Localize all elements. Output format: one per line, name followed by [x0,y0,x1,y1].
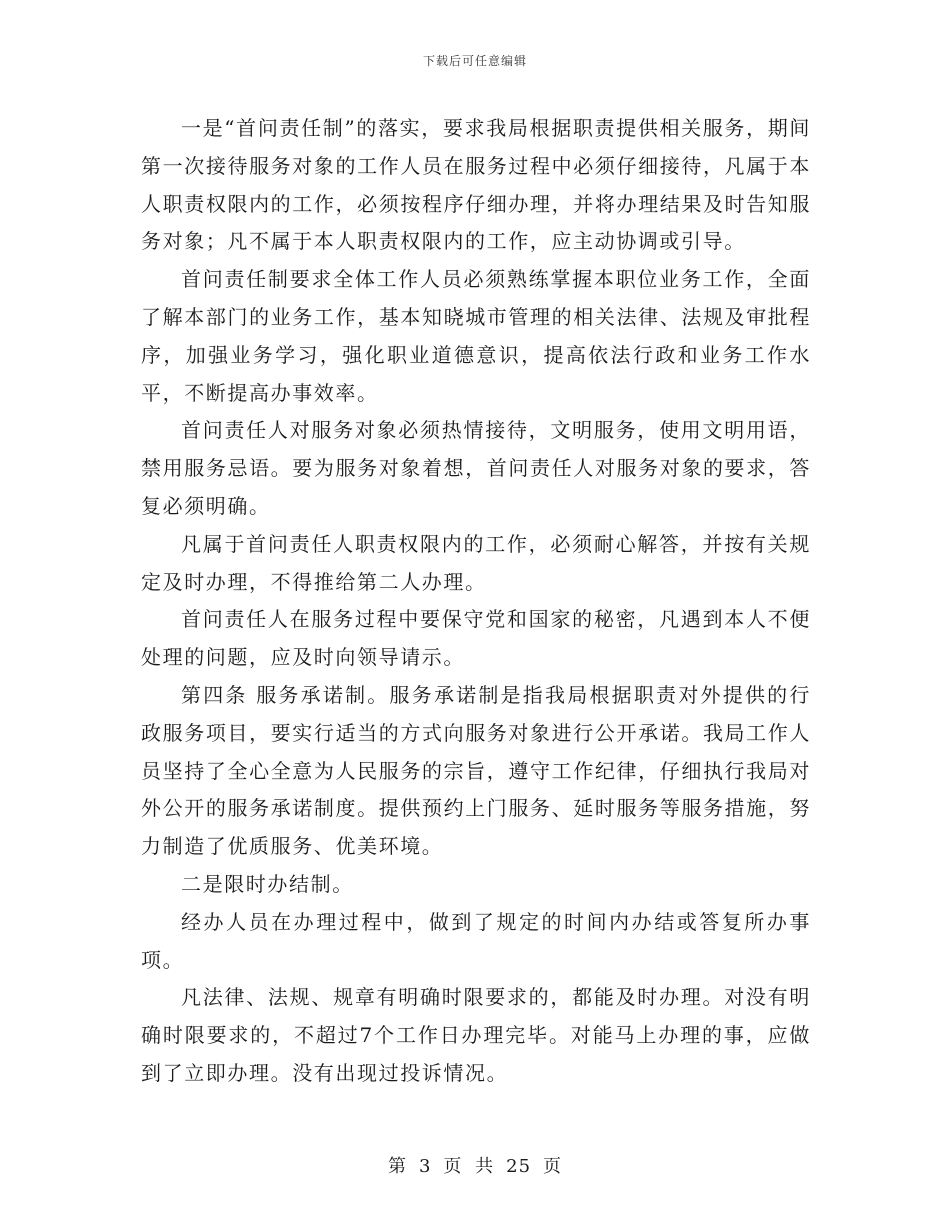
paragraph-2: 首问责任制要求全体工作人员必须熟练掌握本职位业务工作，全面了解本部门的业务工作，基本知晓城市管理的相关法律、法规及审批程序，加强业务学习，强化职业道德意识，提高依法行政和业务工作水平，不断提高办事效率。 [141,267,811,405]
total-pages-number: 25 [506,1156,532,1177]
page-suffix: 页 [543,1156,563,1177]
paragraph-1: 一是“首问责任制”的落实，要求我局根据职责提供相关服务，期间第一次接待服务对象的工作人员在服务过程中必须仔细接待，凡属于本人职责权限内的工作，必须按程序仔细办理，并将办理结果及时告知服务对象；凡不属于本人职责权限内的工作，应主动协调或引导。 [141,116,811,254]
paragraph-5: 首问责任人在服务过程中要保守党和国家的秘密，凡遇到本人不便处理的问题，应及时向领导请示。 [141,607,811,670]
paragraph-3: 首问责任人对服务对象必须热情接待，文明服务，使用文明用语，禁用服务忌语。要为服务对象着想，首问责任人对服务对象的要求，答复必须明确。 [141,418,811,518]
page-header: 下载后可任意编辑 [422,54,527,68]
paragraph-6: 第四条 服务承诺制。服务承诺制是指我局根据职责对外提供的行政服务项目，要实行适当的方式向服务对象进行公开承诺。我局工作人员坚持了全心全意为人民服务的宗旨，遵守工作纪律，仔细执行我局对外公开的服务承诺制度。提供预约上门服务、延时服务等服务措施，努力制造了优质服务、优美环境。 [141,682,811,859]
page-mid: 页 共 [443,1156,495,1177]
paragraph-7: 二是限时办结制。 [181,871,354,896]
paragraph-9: 凡法律、法规、规章有明确时限要求的，都能及时办理。对没有明确时限要求的，不超过7个工作日办理完毕。对能马上办理的事，应做到了立即办理。没有出现过投诉情况。 [141,985,811,1085]
document-body [141,110,811,1093]
page-footer [0,1152,950,1178]
paragraph-8: 经办人员在办理过程中，做到了规定的时间内办结或答复所办事项。 [141,909,811,972]
paragraph-4: 凡属于首问责任人职责权限内的工作，必须耐心解答，并按有关规定及时办理，不得推给第二人办理。 [141,531,811,594]
current-page-number: 3 [418,1156,432,1177]
page-prefix: 第 [387,1156,407,1177]
